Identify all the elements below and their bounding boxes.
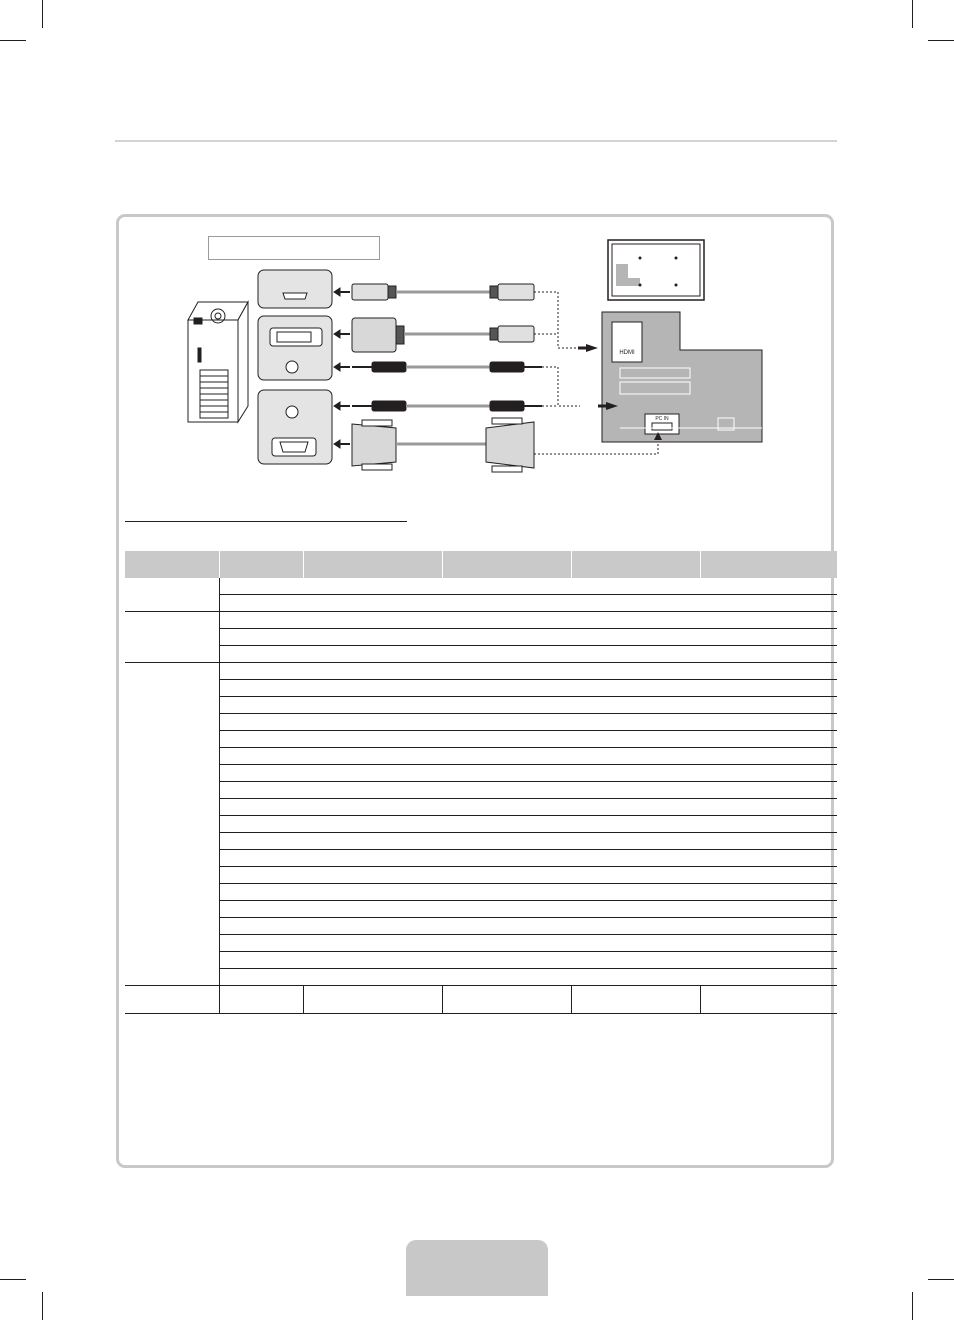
table-cell (700, 612, 837, 629)
header-rule (115, 140, 837, 142)
table-cell (303, 816, 442, 833)
table-cell (442, 884, 571, 901)
crop-mark-tl-h (0, 40, 26, 41)
table-cell (571, 986, 700, 1014)
table-cell (700, 952, 837, 969)
table-row (125, 731, 837, 748)
table-row (125, 612, 837, 629)
table-cell (303, 799, 442, 816)
table-cell (442, 850, 571, 867)
table-cell (219, 646, 303, 663)
table-cell (219, 714, 303, 731)
table-cell (442, 918, 571, 935)
table-cell (303, 935, 442, 952)
table-row (125, 884, 837, 901)
table-cell (303, 714, 442, 731)
table-cell (571, 884, 700, 901)
table-cell (442, 731, 571, 748)
table-cell (219, 799, 303, 816)
table-cell (571, 918, 700, 935)
table-cell (219, 901, 303, 918)
table-header-cell (700, 551, 837, 578)
table-header-cell (571, 551, 700, 578)
table-cell (700, 833, 837, 850)
table-cell (442, 833, 571, 850)
display-modes-table (125, 551, 837, 1014)
table-cell (700, 714, 837, 731)
table-cell (303, 612, 442, 629)
table-cell (303, 884, 442, 901)
table-cell (219, 595, 303, 612)
table-cell (442, 714, 571, 731)
table-cell (700, 799, 837, 816)
table-cell (571, 629, 700, 646)
crop-mark-br-h (928, 1279, 954, 1280)
table-cell (219, 663, 303, 680)
table-cell (303, 952, 442, 969)
tv-front-icon (608, 240, 704, 300)
table-cell (571, 612, 700, 629)
table-cell (303, 782, 442, 799)
table-cell (571, 833, 700, 850)
table-cell (442, 816, 571, 833)
table-cell (700, 663, 837, 680)
table-row (125, 850, 837, 867)
pc-tower-icon (188, 302, 248, 422)
table-row (125, 986, 837, 1014)
table-cell (303, 663, 442, 680)
table-cell (303, 833, 442, 850)
audio-cable-icon (352, 362, 542, 411)
table-cell (442, 578, 571, 595)
table-row (125, 952, 837, 969)
dvi-cable-icon (352, 318, 534, 352)
crop-mark-tl-v (42, 0, 43, 28)
table-cell (700, 816, 837, 833)
table-cell (303, 765, 442, 782)
table-cell (219, 850, 303, 867)
table-row (125, 799, 837, 816)
table-group-cell (125, 663, 219, 986)
table-row (125, 697, 837, 714)
table-cell (219, 833, 303, 850)
table-cell (442, 901, 571, 918)
table-cell (442, 782, 571, 799)
table-cell (571, 714, 700, 731)
pc-in-port-label: PC IN (655, 416, 669, 422)
table-cell (571, 646, 700, 663)
table-row (125, 765, 837, 782)
table-row (125, 595, 837, 612)
table-cell (442, 697, 571, 714)
table-cell (571, 663, 700, 680)
table-cell (219, 986, 303, 1014)
table-cell (219, 935, 303, 952)
table-cell (442, 629, 571, 646)
table-cell (571, 816, 700, 833)
table-row (125, 663, 837, 680)
table-row (125, 680, 837, 697)
table-cell (700, 731, 837, 748)
table-row (125, 782, 837, 799)
table-row (125, 935, 837, 952)
hdmi-port-icon (258, 270, 332, 308)
table-row (125, 969, 837, 986)
table-cell (700, 884, 837, 901)
table-cell (442, 680, 571, 697)
crop-mark-bl-v (42, 1292, 43, 1320)
table-cell (303, 646, 442, 663)
table-cell (700, 867, 837, 884)
table-cell (219, 680, 303, 697)
table-cell (219, 816, 303, 833)
table-header-cell (442, 551, 571, 578)
table-cell (219, 918, 303, 935)
table-cell (219, 765, 303, 782)
table-cell (571, 697, 700, 714)
table-cell (700, 646, 837, 663)
table-cell (303, 578, 442, 595)
table-cell (442, 867, 571, 884)
table-row (125, 867, 837, 884)
table-cell (219, 629, 303, 646)
table-cell (700, 748, 837, 765)
table-cell (219, 867, 303, 884)
table-cell (442, 612, 571, 629)
table-cell (571, 731, 700, 748)
crop-mark-br-v (912, 1292, 913, 1320)
table-cell (442, 952, 571, 969)
table-header-cell (125, 551, 219, 578)
table-cell (303, 850, 442, 867)
table-cell (219, 697, 303, 714)
table-cell (700, 969, 837, 986)
table-cell (700, 578, 837, 595)
table-cell (700, 782, 837, 799)
crop-mark-bl-h (0, 1279, 26, 1280)
table-cell (700, 680, 837, 697)
table-cell (571, 850, 700, 867)
pc-connection-diagram (150, 230, 790, 490)
table-cell (442, 646, 571, 663)
table-cell (571, 952, 700, 969)
vga-cable-icon (352, 418, 534, 472)
table-cell (219, 969, 303, 986)
table-cell (571, 595, 700, 612)
table-cell (700, 986, 837, 1014)
table-cell (219, 884, 303, 901)
table-cell (303, 969, 442, 986)
table-cell (303, 918, 442, 935)
table-cell (571, 935, 700, 952)
table-cell (442, 595, 571, 612)
table-row (125, 816, 837, 833)
table-row (125, 646, 837, 663)
table-row (125, 833, 837, 850)
table-cell (700, 935, 837, 952)
table-row (125, 578, 837, 595)
table-cell (571, 765, 700, 782)
table-cell (219, 748, 303, 765)
table-cell (303, 629, 442, 646)
crop-mark-tr-v (912, 0, 913, 28)
table-cell (219, 782, 303, 799)
table-cell (571, 578, 700, 595)
table-group-cell (125, 986, 219, 1014)
table-cell (571, 901, 700, 918)
table-cell (303, 697, 442, 714)
table-cell (442, 748, 571, 765)
hdmi-port-label: HDMI (619, 350, 635, 356)
table-cell (700, 850, 837, 867)
vga-port-icon (258, 390, 332, 464)
table-cell (303, 986, 442, 1014)
table-header-cell (219, 551, 303, 578)
table-cell (571, 680, 700, 697)
table-cell (442, 969, 571, 986)
table-group-cell (125, 612, 219, 663)
table-row (125, 918, 837, 935)
table-cell (700, 697, 837, 714)
table-cell (442, 765, 571, 782)
table-cell (219, 952, 303, 969)
table-cell (700, 765, 837, 782)
hdmi-cable-icon (352, 284, 534, 300)
table-cell (219, 731, 303, 748)
table-cell (442, 663, 571, 680)
table-row (125, 714, 837, 731)
table-cell (303, 595, 442, 612)
crop-mark-tr-h (928, 40, 954, 41)
table-cell (700, 595, 837, 612)
dvi-port-icon (258, 316, 332, 380)
table-row (125, 629, 837, 646)
table-cell (571, 799, 700, 816)
table-cell (571, 748, 700, 765)
page-number-tab (406, 1240, 548, 1296)
table-row (125, 748, 837, 765)
table-cell (442, 799, 571, 816)
table-cell (303, 748, 442, 765)
table-cell (442, 935, 571, 952)
table-cell (700, 629, 837, 646)
table-cell (303, 731, 442, 748)
table-cell (571, 867, 700, 884)
tv-rear-panel-icon (602, 312, 762, 442)
table-header-cell (303, 551, 442, 578)
table-cell (219, 578, 303, 595)
table-cell (571, 782, 700, 799)
table-row (125, 901, 837, 918)
table-cell (700, 918, 837, 935)
table-cell (303, 901, 442, 918)
table-cell (700, 901, 837, 918)
table-cell (442, 986, 571, 1014)
table-cell (303, 680, 442, 697)
section-heading-rule (125, 521, 407, 522)
table-cell (571, 969, 700, 986)
table-cell (303, 867, 442, 884)
table-group-cell (125, 578, 219, 612)
table-header-row (125, 551, 837, 578)
table-cell (219, 612, 303, 629)
